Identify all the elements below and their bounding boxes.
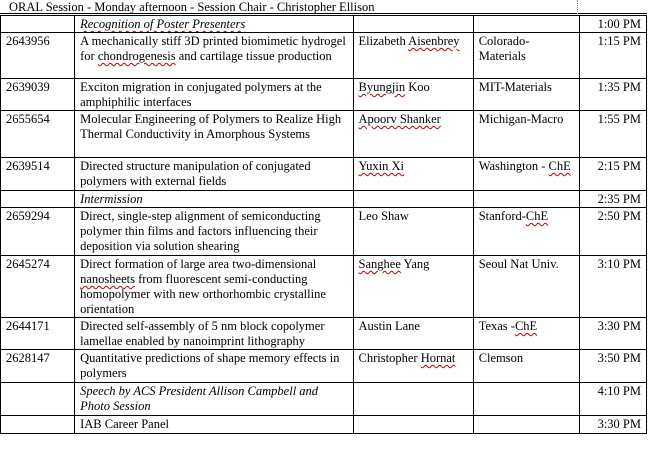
abstract-id-cell: 2639514 (1, 158, 75, 191)
schedule-table (0, 15, 647, 434)
talk-title-cell: Directed structure manipulation of conjugated polymers with external fields (75, 158, 353, 191)
table-row (1, 208, 647, 256)
presenter-cell: Yuxin Xi (353, 158, 473, 191)
institution-cell: Washington - ChE (473, 158, 579, 191)
abstract-id-cell: 2639039 (1, 79, 75, 111)
table-row (1, 350, 647, 383)
abstract-id-cell: 2659294 (1, 208, 75, 256)
table-row (1, 318, 647, 350)
time-cell: 1:55 PM (579, 111, 646, 158)
time-cell: 3:30 PM (579, 318, 646, 350)
session-header-text: ORAL Session - Monday afternoon - Session Chair - Christopher Ellison (9, 0, 375, 14)
institution-cell: Colorado-Materials (473, 33, 579, 79)
table-row (1, 33, 647, 79)
talk-title-cell: Quantitative predictions of shape memory effects in polymers (75, 350, 353, 383)
time-cell: 2:50 PM (579, 208, 646, 256)
talk-title-cell: IAB Career Panel (75, 416, 353, 434)
institution-cell: Michigan-Macro (473, 111, 579, 158)
talk-title-cell: Exciton migration in conjugated polymers at the amphiphilic interfaces (75, 79, 353, 111)
talk-title-cell: Direct, single-step alignment of semiconducting polymer thin films and factors influencing their deposition via solution shearing (75, 208, 353, 256)
presenter-cell: Leo Shaw (353, 208, 473, 256)
talk-title-cell: Molecular Engineering of Polymers to Realize High Thermal Conductivity in Amorphous Systems (75, 111, 353, 158)
talk-title-cell: Directed self-assembly of 5 nm block copolymer lamellae enabled by nanoimprint lithography (75, 318, 353, 350)
abstract-id-cell (1, 383, 75, 416)
abstract-id-cell: 2645274 (1, 256, 75, 318)
session-header (0, 0, 647, 14)
institution-cell (473, 191, 579, 208)
presenter-cell (353, 191, 473, 208)
time-cell: 2:35 PM (579, 191, 646, 208)
time-cell: 1:15 PM (579, 33, 646, 79)
table-row (1, 16, 647, 33)
table-row (1, 383, 647, 416)
presenter-cell: Christopher Hornat (353, 350, 473, 383)
time-cell: 2:15 PM (579, 158, 646, 191)
institution-cell: Texas -ChE (473, 318, 579, 350)
abstract-id-cell: 2644171 (1, 318, 75, 350)
abstract-id-cell (1, 16, 75, 33)
time-cell: 1:00 PM (579, 16, 646, 33)
talk-title-cell: Intermission (75, 191, 353, 208)
time-cell: 4:10 PM (579, 383, 646, 416)
abstract-id-cell: 2628147 (1, 350, 75, 383)
abstract-id-cell: 2655654 (1, 111, 75, 158)
presenter-cell: Austin Lane (353, 318, 473, 350)
time-cell: 1:35 PM (579, 79, 646, 111)
talk-title-cell: Direct formation of large area two-dimensional nanosheets from fluorescent semi-conducting homopolymer with new orthorhombic crystalline orientation (75, 256, 353, 318)
time-cell: 3:10 PM (579, 256, 646, 318)
abstract-id-cell (1, 416, 75, 434)
table-row (1, 191, 647, 208)
table-row (1, 416, 647, 434)
institution-cell (473, 416, 579, 434)
presenter-cell: Apoorv Shanker (353, 111, 473, 158)
abstract-id-cell: 2643956 (1, 33, 75, 79)
abstract-id-cell (1, 191, 75, 208)
presenter-cell: Byungjin Koo (353, 79, 473, 111)
table-row (1, 256, 647, 318)
presenter-cell: Sanghee Yang (353, 256, 473, 318)
institution-cell: MIT-Materials (473, 79, 579, 111)
institution-cell (473, 16, 579, 33)
talk-title-cell: A mechanically stiff 3D printed biomimetic hydrogel for chondrogenesis and cartilage tissue production (75, 33, 353, 79)
institution-cell: Stanford-ChE (473, 208, 579, 256)
header-divider (577, 0, 578, 14)
institution-cell (473, 383, 579, 416)
institution-cell: Seoul Nat Univ. (473, 256, 579, 318)
time-cell: 3:50 PM (579, 350, 646, 383)
table-row (1, 79, 647, 111)
presenter-cell: Elizabeth Aisenbrey (353, 33, 473, 79)
presenter-cell (353, 383, 473, 416)
table-row (1, 111, 647, 158)
talk-title-cell: Recognition of Poster Presenters (75, 16, 353, 33)
presenter-cell (353, 16, 473, 33)
talk-title-cell: Speech by ACS President Allison Campbell and Photo Session (75, 383, 353, 416)
institution-cell: Clemson (473, 350, 579, 383)
table-row (1, 158, 647, 191)
presenter-cell (353, 416, 473, 434)
time-cell: 3:30 PM (579, 416, 646, 434)
